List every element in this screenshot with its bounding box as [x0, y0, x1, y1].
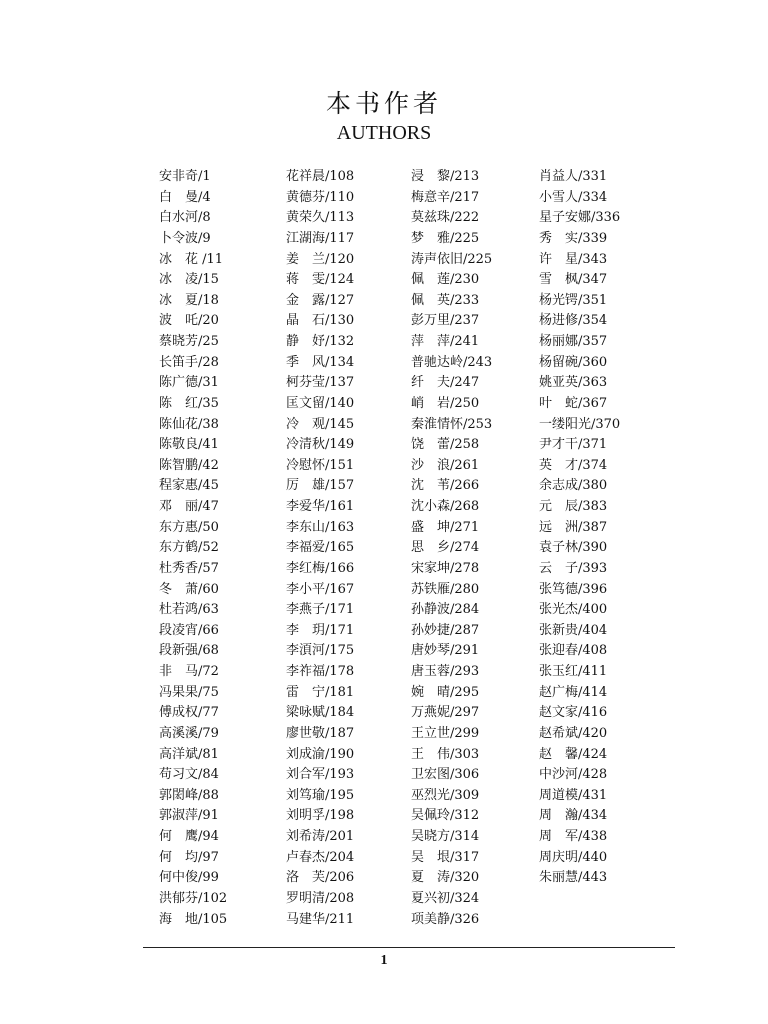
author-entry: 王 伟/303 — [411, 746, 480, 762]
author-entry: 李福爱/165 — [286, 540, 355, 556]
author-entry: 匡文留/140 — [286, 395, 355, 411]
author-entry: 李湏河/175 — [286, 643, 355, 659]
author-entry: 杨丽娜/357 — [539, 334, 608, 349]
author-entry: 刘合军/193 — [286, 767, 355, 783]
author-entry: 刘希涛/201 — [286, 829, 355, 844]
author-entry: 峭 岩/250 — [411, 395, 480, 411]
author-entry: 陈仙花/38 — [159, 416, 219, 432]
author-entry: 程家惠/45 — [159, 478, 219, 494]
author-entry: 唐玉蓉/293 — [411, 664, 480, 679]
author-entry: 苟习文/84 — [159, 767, 219, 783]
author-entry: 何 均/97 — [159, 849, 219, 865]
author-entry: 浸 黎/213 — [411, 169, 480, 184]
author-entry: 傅成权/77 — [159, 705, 219, 721]
author-entry: 冷清秋/149 — [286, 437, 355, 453]
author-entry: 段新强/68 — [159, 643, 219, 659]
author-entry: 段凌宵/66 — [159, 622, 219, 638]
author-entry: 东方惠/50 — [159, 519, 219, 535]
author-column-3 — [411, 167, 539, 930]
author-entry: 星子安娜/336 — [539, 210, 621, 226]
author-entry: 卫宏图/306 — [411, 767, 480, 783]
author-entry: 赵希斌/420 — [539, 725, 608, 741]
author-entry: 李祚福/178 — [286, 664, 355, 679]
author-entry: 吴晓方/314 — [411, 829, 480, 844]
author-entry: 金 露/127 — [286, 292, 355, 308]
author-entry: 饶 蕾/258 — [411, 437, 480, 453]
author-entry: 巫烈光/309 — [411, 787, 480, 803]
author-entry: 廖世敬/187 — [286, 725, 355, 741]
author-entry: 海 地/105 — [159, 911, 228, 927]
author-entry: 梁咏赋/184 — [286, 705, 355, 721]
author-column-2 — [286, 167, 414, 930]
author-entry: 郭閎峰/88 — [159, 787, 219, 803]
author-entry: 何中俊/99 — [159, 870, 219, 886]
author-entry: 张新贵/404 — [539, 622, 608, 638]
author-entry: 波 吒/20 — [159, 313, 219, 329]
author-entry: 卜令波/9 — [159, 230, 211, 246]
author-entry: 蒋 雯/124 — [286, 272, 355, 288]
author-entry: 普驰达岭/243 — [411, 354, 493, 370]
author-entry: 云 子/393 — [539, 560, 608, 576]
author-entry: 东方鹤/52 — [159, 540, 219, 556]
author-entry: 项美静/326 — [411, 911, 480, 927]
author-entry: 李爱华/161 — [286, 499, 355, 514]
author-entry: 远 洲/387 — [539, 519, 608, 535]
author-entry: 王立世/299 — [411, 725, 480, 741]
author-entry: 雪 枫/347 — [539, 272, 608, 288]
author-entry: 沈小森/268 — [411, 499, 480, 514]
page-title-chinese: 本书作者 — [325, 89, 442, 118]
author-entry: 苏铁雁/280 — [411, 581, 480, 597]
author-entry: 叶 蛇/367 — [539, 395, 608, 411]
author-entry: 梅意辛/217 — [411, 189, 480, 205]
author-entry: 周 瀚/434 — [539, 808, 608, 824]
author-entry: 冬 萧/60 — [159, 581, 219, 597]
author-entry: 安非奇/1 — [159, 169, 211, 184]
author-entry: 姜 兰/120 — [286, 251, 355, 267]
author-entry: 杜秀香/57 — [159, 560, 219, 576]
author-entry: 彭万里/237 — [411, 313, 480, 329]
author-entry: 花祥晨/108 — [286, 169, 355, 184]
page-number: 1 — [380, 953, 388, 968]
author-entry: 江湖海/117 — [286, 230, 355, 246]
author-entry: 孙静波/284 — [411, 602, 480, 618]
page-title-english: AUTHORS — [336, 122, 432, 144]
author-entry: 赵文家/416 — [539, 705, 608, 721]
author-entry: 晶 石/130 — [286, 313, 355, 329]
author-entry: 李东山/163 — [286, 519, 355, 535]
author-entry: 李燕子/171 — [286, 602, 355, 618]
author-entry: 白水河/8 — [159, 210, 211, 226]
author-entry: 梦 雅/225 — [411, 230, 480, 246]
author-entry: 白 曼/4 — [159, 189, 211, 205]
author-entry: 袁子林/390 — [539, 540, 608, 556]
author-entry: 元 辰/383 — [539, 499, 608, 514]
author-entry: 李小平/167 — [286, 581, 355, 597]
author-entry: 陈 红/35 — [159, 395, 219, 411]
author-entry: 中沙河/428 — [539, 767, 608, 783]
author-entry: 许 星/343 — [539, 251, 608, 267]
author-entry: 赵广梅/414 — [539, 684, 608, 700]
author-entry: 冷慰怀/151 — [286, 457, 355, 473]
author-entry: 盛 坤/271 — [411, 519, 480, 535]
author-entry: 何 鹰/94 — [159, 829, 219, 844]
author-entry: 沈 苇/266 — [411, 478, 480, 494]
author-entry: 冰 夏/18 — [159, 292, 219, 308]
author-entry: 夏兴初/324 — [411, 890, 480, 906]
author-entry: 赵 馨/424 — [539, 746, 608, 762]
author-entry: 杨进修/354 — [539, 313, 608, 329]
author-entry: 沙 浪/261 — [411, 457, 480, 473]
author-entry: 高洋斌/81 — [159, 746, 219, 762]
author-entry: 冰 花 /11 — [159, 251, 224, 267]
author-entry: 纤 夫/247 — [411, 375, 480, 391]
author-entry: 秦淮情怀/253 — [411, 416, 493, 432]
author-entry: 周庆明/440 — [539, 849, 608, 865]
author-entry: 柯芬莹/137 — [286, 375, 355, 391]
author-entry: 思 乡/274 — [411, 540, 480, 556]
author-entry: 吴 垠/317 — [411, 849, 480, 865]
author-entry: 邓 丽/47 — [159, 499, 219, 514]
author-entry: 卢春杰/204 — [286, 849, 355, 865]
author-entry: 洪郁芬/102 — [159, 890, 228, 906]
author-entry: 张光杰/400 — [539, 602, 608, 618]
author-entry: 李 玥/171 — [286, 622, 355, 638]
author-entry: 张笃德/396 — [539, 581, 608, 597]
author-entry: 宋家坤/278 — [411, 560, 480, 576]
author-entry: 周道模/431 — [539, 787, 608, 803]
author-entry: 黄德芬/110 — [286, 189, 355, 205]
author-entry: 唐妙琴/291 — [411, 643, 480, 659]
author-entry: 佩 莲/230 — [411, 272, 480, 288]
author-entry: 马建华/211 — [286, 911, 355, 927]
author-entry: 莫兹珠/222 — [411, 210, 480, 226]
author-entry: 洛 芙/206 — [286, 870, 355, 886]
author-entry: 刘成渝/190 — [286, 746, 355, 762]
author-entry: 张迎春/408 — [539, 643, 608, 659]
author-entry: 季 风/134 — [286, 354, 355, 370]
author-entry: 雷 宁/181 — [286, 684, 355, 700]
author-entry: 静 妤/132 — [286, 334, 355, 349]
author-entry: 黄荣久/113 — [286, 210, 355, 226]
author-entry: 小雪人/334 — [539, 189, 608, 205]
author-entry: 陈广德/31 — [159, 375, 219, 391]
author-entry: 朱丽慧/443 — [539, 870, 608, 886]
author-entry: 刘明孚/198 — [286, 808, 355, 824]
author-entry: 高溪溪/79 — [159, 725, 219, 741]
author-entry: 涛声依旧/225 — [411, 251, 493, 267]
author-entry: 萍 萍/241 — [411, 334, 480, 349]
author-entry: 一缕阳光/370 — [539, 416, 621, 432]
author-entry: 杨留碗/360 — [539, 354, 608, 370]
author-entry: 婉 晴/295 — [411, 684, 480, 700]
author-entry: 非 马/72 — [159, 664, 219, 679]
author-entry: 万燕妮/297 — [411, 705, 480, 721]
author-entry: 陈智鹏/42 — [159, 457, 219, 473]
author-entry: 杜若鸿/63 — [159, 602, 219, 618]
author-entry: 陈敬良/41 — [159, 437, 219, 453]
author-column-4 — [539, 167, 667, 889]
author-entry: 周 军/438 — [539, 829, 608, 844]
author-entry: 肖益人/331 — [539, 169, 608, 184]
author-entry: 冷 观/145 — [286, 416, 355, 432]
author-entry: 郭淑萍/91 — [159, 808, 219, 824]
author-entry: 厉 雄/157 — [286, 478, 355, 494]
author-entry: 蔡晓芳/25 — [159, 334, 219, 349]
author-entry: 杨光锷/351 — [539, 292, 608, 308]
author-entry: 张玉红/411 — [539, 664, 608, 679]
author-entry: 夏 涛/320 — [411, 870, 480, 886]
author-entry: 冯果果/75 — [159, 684, 219, 700]
author-entry: 孙妙捷/287 — [411, 622, 480, 638]
author-entry: 刘笃瑜/195 — [286, 787, 355, 803]
author-entry: 余志成/380 — [539, 478, 608, 494]
author-entry: 冰 凌/15 — [159, 272, 219, 288]
author-column-1 — [159, 167, 287, 930]
author-entry: 罗明清/208 — [286, 890, 355, 906]
footer-divider — [143, 947, 675, 948]
author-entry: 李红梅/166 — [286, 560, 355, 576]
author-entry: 长笛手/28 — [159, 354, 219, 370]
author-entry: 姚亚英/363 — [539, 375, 608, 391]
author-entry: 佩 英/233 — [411, 292, 480, 308]
author-entry: 英 才/374 — [539, 457, 608, 473]
author-entry: 尹才干/371 — [539, 437, 608, 453]
author-entry: 吴佩玲/312 — [411, 808, 480, 824]
author-entry: 秀 实/339 — [539, 230, 608, 246]
